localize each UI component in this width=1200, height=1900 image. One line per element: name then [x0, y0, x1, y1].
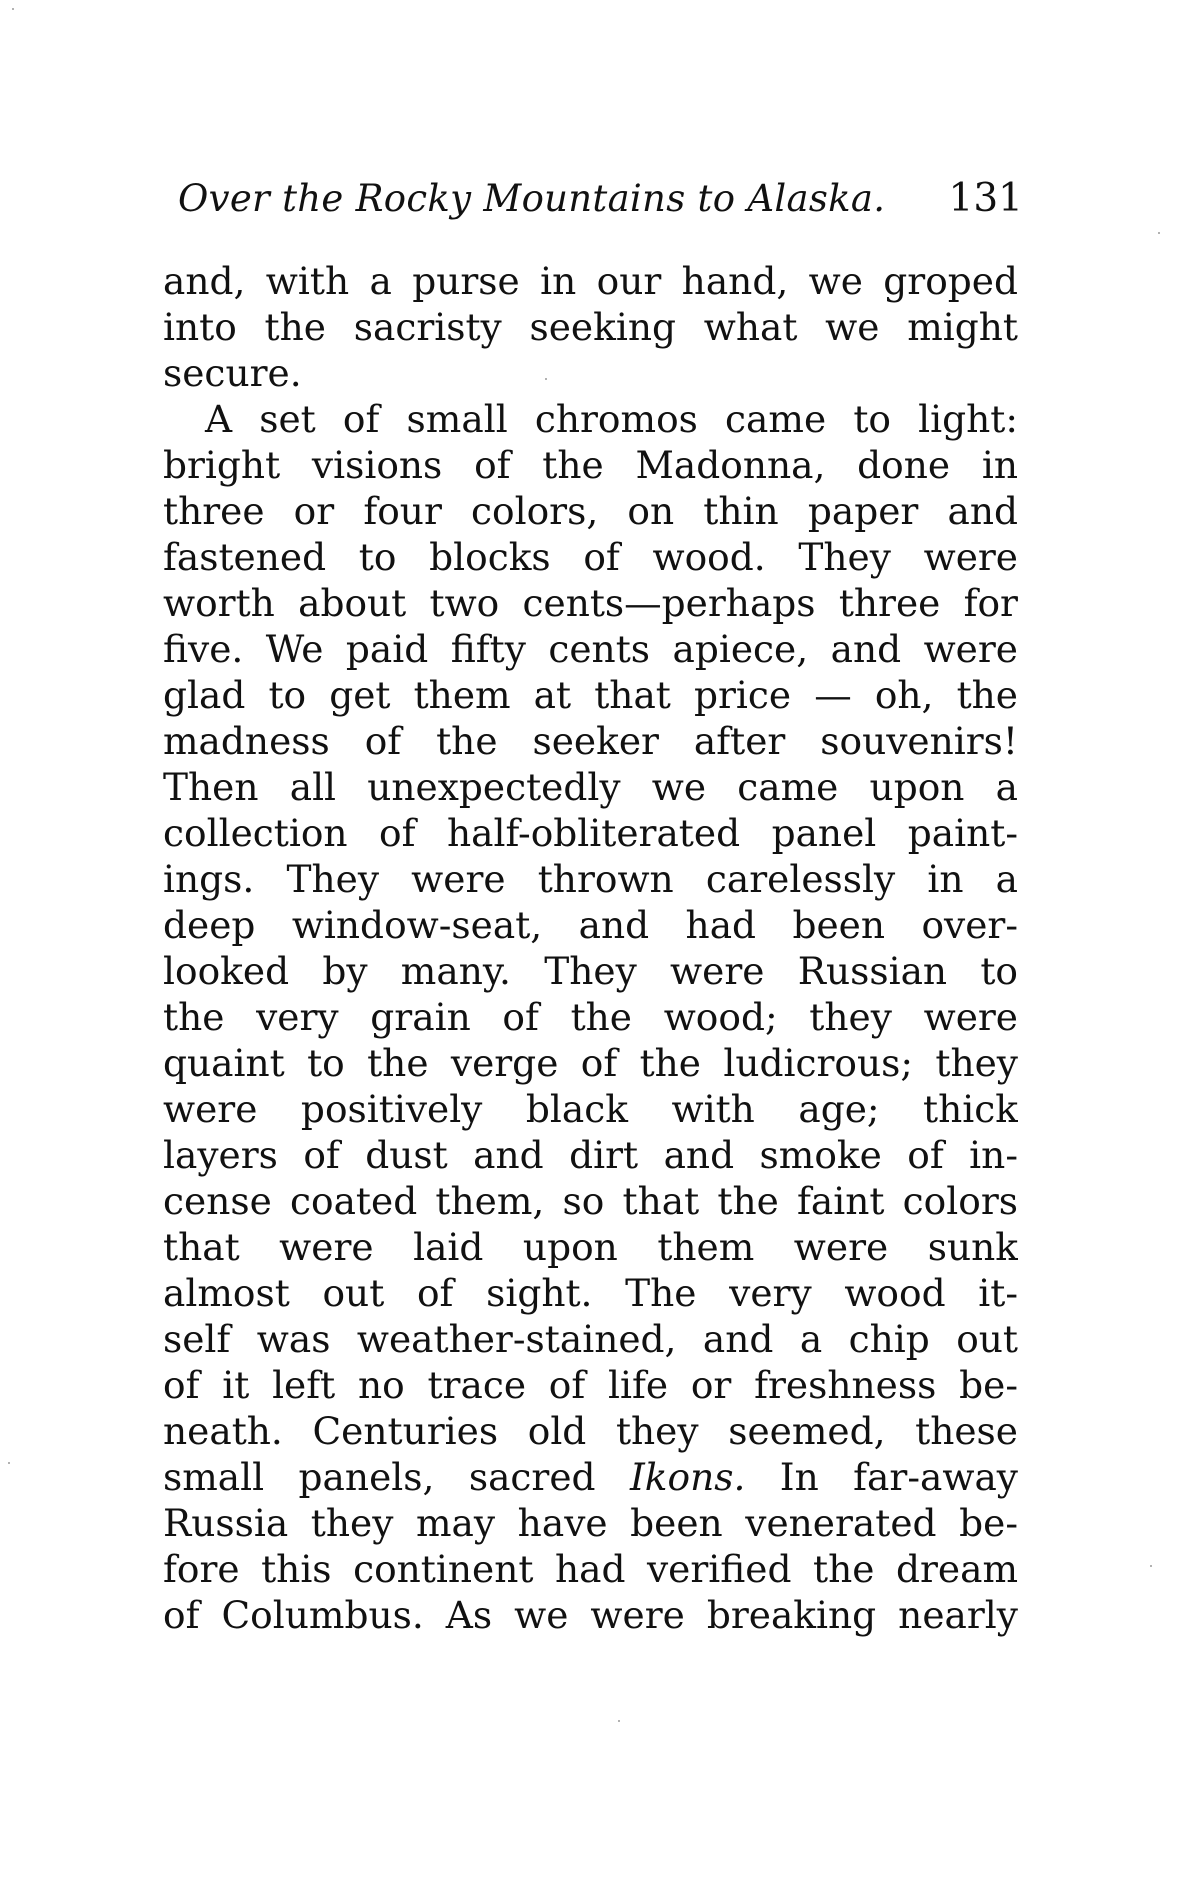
text-line: five. We paid fifty cents apiece, and were: [163, 627, 1018, 671]
text-line: almost out of sight. The very wood it-: [163, 1271, 1018, 1315]
text-line: three or four colors, on thin paper and: [163, 489, 1018, 533]
text-line: madness of the seeker after souvenirs!: [163, 719, 1018, 763]
text-line-with-italic: [163, 1454, 1018, 1500]
scan-speck: [618, 1720, 620, 1722]
text-line: deep window-seat, and had been over-: [163, 903, 1018, 947]
scan-speck: [545, 378, 547, 380]
text-line: were positively black with age; thick: [163, 1087, 1018, 1131]
text-line: self was weather-stained, and a chip out: [163, 1317, 1018, 1361]
body-text: [163, 258, 1018, 1638]
text-line: neath. Centuries old they seemed, these: [163, 1409, 1018, 1453]
text-line: cense coated them, so that the faint colors: [163, 1179, 1018, 1223]
text-line: that were laid upon them were sunk: [163, 1225, 1018, 1269]
text-line: and, with a purse in our hand, we groped: [163, 259, 1018, 303]
page-header: [178, 176, 1023, 236]
text-line: glad to get them at that price — oh, the: [163, 673, 1018, 717]
scan-speck: [1150, 1565, 1152, 1567]
text-line: of it left no trace of life or freshness be-: [163, 1363, 1018, 1407]
text-line: looked by many. They were Russian to: [163, 949, 1018, 993]
text-line: into the sacristy seeking what we might: [163, 305, 1018, 349]
text-line: collection of half-obliterated panel paint-: [163, 811, 1018, 855]
page-number: 131: [948, 176, 1023, 221]
text-line: fastened to blocks of wood. They were: [163, 535, 1018, 579]
text-line: bright visions of the Madonna, done in: [163, 443, 1018, 487]
text-line: Then all unexpectedly we came upon a: [163, 765, 1018, 809]
italic-term: Ikons.: [629, 1455, 746, 1499]
text-line: fore this continent had verified the dream: [163, 1547, 1018, 1591]
scan-speck: [12, 8, 14, 10]
text-line: worth about two cents—perhaps three for: [163, 581, 1018, 625]
text-line: Russia they may have been venerated be-: [163, 1501, 1018, 1545]
text-segment: In far-away: [745, 1455, 1018, 1499]
text-line: A set of small chromos came to light:: [205, 397, 1018, 441]
scan-speck: [1158, 232, 1160, 234]
text-segment: small panels, sacred: [163, 1455, 630, 1499]
text-line: layers of dust and dirt and smoke of in-: [163, 1133, 1018, 1177]
text-line: the very grain of the wood; they were: [163, 995, 1018, 1039]
text-line: ings. They were thrown carelessly in a: [163, 857, 1018, 901]
running-title: Over the Rocky Mountains to Alaska.: [178, 177, 886, 220]
text-line: secure.: [163, 351, 302, 395]
text-line: of Columbus. As we were breaking nearly: [163, 1593, 1018, 1637]
scan-speck: [8, 1462, 10, 1464]
text-line: quaint to the verge of the ludicrous; they: [163, 1041, 1018, 1085]
